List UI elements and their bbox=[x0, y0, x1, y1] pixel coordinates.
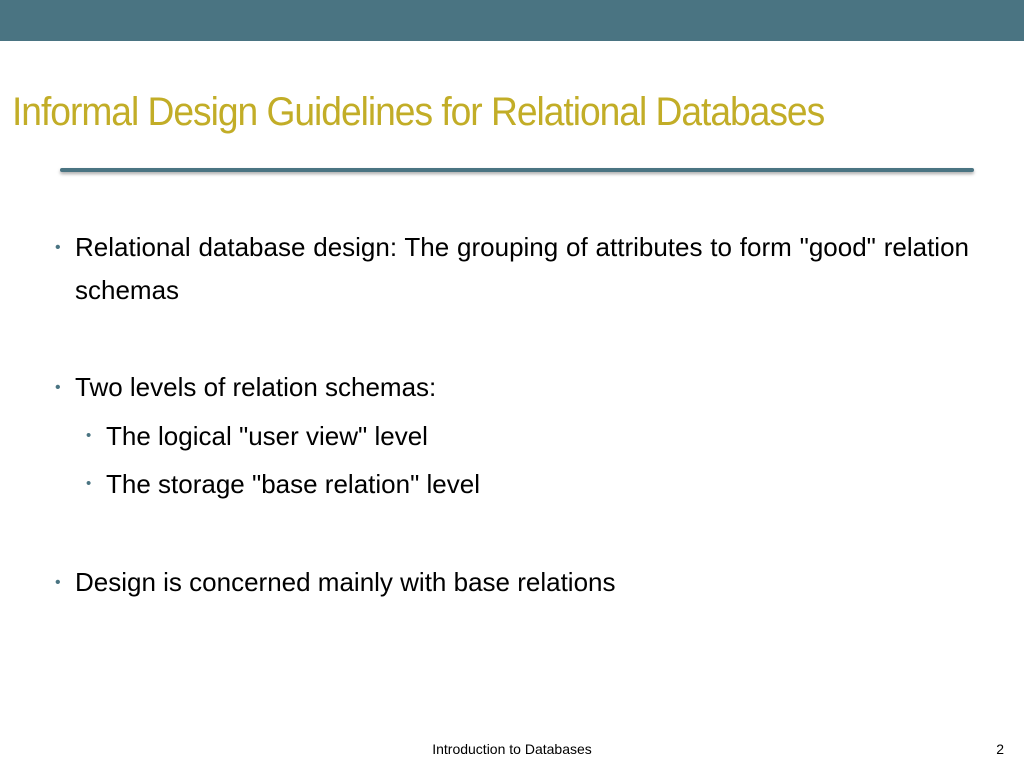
sub-bullet-item-logical bbox=[86, 416, 966, 456]
bullet-text: Design is concerned mainly with base relations bbox=[75, 567, 616, 597]
bullet-dot-icon: • bbox=[55, 239, 61, 256]
top-accent-bar bbox=[0, 0, 1024, 41]
bullet-text: Relational database design: The grouping of attributes to form "good" relation schemas bbox=[75, 232, 969, 305]
bullet-dot-icon: • bbox=[86, 427, 92, 444]
bullet-item-design bbox=[55, 226, 969, 312]
bullet-dot-icon: • bbox=[55, 574, 61, 591]
sub-bullet-item-storage bbox=[86, 464, 966, 504]
slide-title: Informal Design Guidelines for Relational Databases bbox=[12, 90, 825, 134]
bullet-dot-icon: • bbox=[55, 379, 61, 396]
title-underline-rule bbox=[60, 168, 974, 172]
bullet-item-levels bbox=[55, 366, 969, 409]
sub-bullet-text: The logical "user view" level bbox=[106, 421, 428, 451]
footer-title: Introduction to Databases bbox=[432, 741, 592, 757]
sub-bullet-text: The storage "base relation" level bbox=[106, 469, 481, 499]
page-number: 2 bbox=[996, 741, 1004, 757]
bullet-text: Two levels of relation schemas: bbox=[75, 372, 437, 402]
bullet-dot-icon: • bbox=[86, 475, 92, 492]
bullet-item-base-relations bbox=[55, 561, 969, 604]
